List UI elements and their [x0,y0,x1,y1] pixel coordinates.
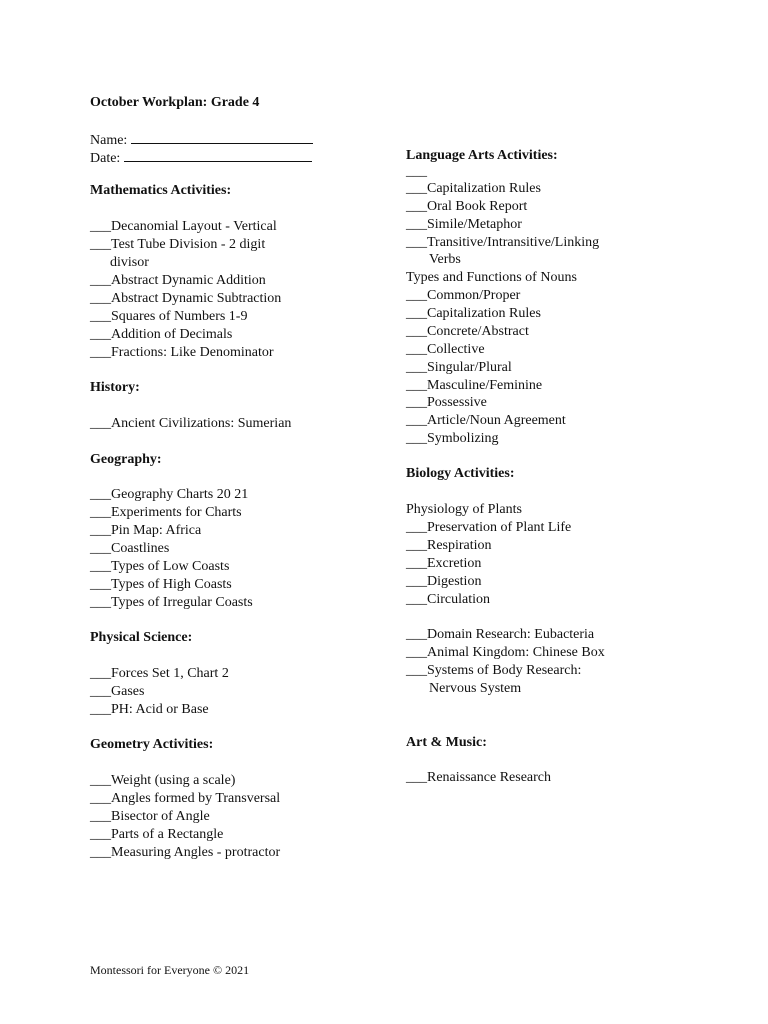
list-item [406,430,499,448]
list-item [406,644,605,662]
checkbox-blank[interactable]: ___ [90,345,111,360]
list-item [406,359,512,377]
list-item [90,683,144,701]
art-music-heading: Art & Music: [406,735,487,750]
list-item [406,323,529,341]
list-item [90,701,209,719]
checkbox-blank[interactable]: ___ [406,520,427,535]
list-item [90,558,229,576]
name-blank-line[interactable] [131,129,313,144]
list-item [406,377,542,395]
checkbox-blank[interactable]: ___ [406,592,427,607]
list-item [90,236,265,254]
checkbox-blank[interactable]: ___ [406,395,427,410]
checkbox-blank[interactable]: ___ [90,237,111,252]
item-label: Parts of a Rectangle [111,827,224,842]
list-item [406,341,485,359]
page-title: October Workplan: Grade 4 [90,95,260,110]
checkbox-blank[interactable]: ___ [90,487,111,502]
item-label: Circulation [427,592,490,607]
checkbox-blank[interactable]: ___ [406,288,427,303]
geometry-heading: Geometry Activities: [90,737,214,752]
language-arts-heading: Language Arts Activities: [406,148,558,163]
item-label: Addition of Decimals [111,327,233,342]
list-item [90,576,232,594]
physical-science-heading: Physical Science: [90,630,193,645]
checkbox-blank[interactable]: ___ [406,181,427,196]
math-heading: Mathematics Activities: [90,183,232,198]
item-label: Abstract Dynamic Subtraction [111,291,282,306]
item-label: Systems of Body Research: [427,663,582,678]
item-label: Geography Charts 20 21 [111,487,249,502]
list-item [90,415,291,433]
checkbox-blank[interactable]: ___ [406,538,427,553]
item-label: Squares of Numbers 1-9 [111,309,248,324]
item-label: Preservation of Plant Life [427,520,572,535]
checkbox-blank[interactable]: ___ [90,273,111,288]
checkbox-blank[interactable]: ___ [90,595,111,610]
item-continuation: divisor [110,255,149,270]
list-item [406,198,527,216]
list-item [90,594,253,612]
checkbox-blank[interactable]: ___ [90,309,111,324]
list-item [406,412,566,430]
list-item [406,662,581,680]
checkbox-blank[interactable]: ___ [406,199,427,214]
checkbox-blank[interactable]: ___ [90,291,111,306]
checkbox-blank[interactable]: ___ [406,235,427,250]
checkbox-blank[interactable]: ___ [90,505,111,520]
list-item [90,326,232,344]
checkbox-blank[interactable]: ___ [90,666,111,681]
checkbox-blank[interactable]: ___ [406,413,427,428]
list-item [90,504,242,522]
checkbox-blank[interactable]: ___ [406,342,427,357]
geography-heading: Geography: [90,452,162,467]
list-item [406,573,481,591]
list-item [90,344,274,362]
checkbox-blank[interactable]: ___ [90,559,111,574]
checkbox-blank[interactable]: ___ [406,360,427,375]
checkbox-blank[interactable]: ___ [406,574,427,589]
checkbox-blank[interactable]: ___ [90,523,111,538]
item-label: Decanomial Layout - Vertical [111,219,277,234]
list-item [406,180,541,198]
item-label: Fractions: Like Denominator [111,345,274,360]
item-label: Coastlines [111,541,170,556]
item-label: Bisector of Angle [111,809,210,824]
list-item [90,772,235,790]
list-item [90,486,248,504]
item-label: PH: Acid or Base [111,702,209,717]
list-item [406,519,571,537]
item-label: Domain Research: Eubacteria [427,627,595,642]
checkbox-blank[interactable]: ___ [90,809,111,824]
item-continuation: Verbs [429,252,461,267]
item-label: Common/Proper [427,288,521,303]
checkbox-blank[interactable]: ___ [406,217,427,232]
item-label: Measuring Angles - protractor [111,845,281,860]
list-item [406,305,541,323]
plants-subheading: Physiology of Plants [406,502,522,517]
checkbox-blank[interactable]: ___ [90,702,111,717]
item-label: Symbolizing [427,431,499,446]
list-item [90,826,223,844]
item-label: Ancient Civilizations: Sumerian [111,416,292,431]
item-label: Respiration [427,538,492,553]
list-item [406,555,481,573]
list-item [90,290,281,308]
list-item [90,218,277,236]
checkbox-blank[interactable]: ___ [90,327,111,342]
item-label: Animal Kingdom: Chinese Box [427,645,605,660]
list-item [90,844,280,862]
checkbox-blank[interactable]: ___ [90,773,111,788]
item-label: Types of High Coasts [111,577,232,592]
item-label: Collective [427,342,485,357]
list-item [406,216,522,234]
list-item [90,308,247,326]
history-heading: History: [90,380,140,395]
list-item [406,626,594,644]
checkbox-blank[interactable]: ___ [406,431,427,446]
list-item [90,790,280,808]
item-label: Renaissance Research [427,770,551,785]
item-label: Gases [111,684,145,699]
item-label: Article/Noun Agreement [427,413,566,428]
item-label: Excretion [427,556,482,571]
biology-heading: Biology Activities: [406,466,515,481]
checkbox-blank[interactable]: ___ [90,791,111,806]
checkbox-blank[interactable]: ___ [90,416,111,431]
item-label: Capitalization Rules [427,181,541,196]
item-label: Masculine/Feminine [427,378,543,393]
list-item [406,287,520,305]
checkbox-blank[interactable]: ___ [406,645,427,660]
list-item [406,769,551,787]
date-label: Date: [90,151,121,166]
item-label: Experiments for Charts [111,505,242,520]
item-label: Concrete/Abstract [427,324,529,339]
item-label: Transitive/Intransitive/Linking [427,235,600,250]
item-label: Types of Low Coasts [111,559,230,574]
checkbox-blank[interactable]: ___ [406,324,427,339]
copyright-footer: Montessori for Everyone © 2021 [90,963,250,977]
item-label: Weight (using a scale) [111,773,236,788]
checkbox-blank[interactable]: ___ [90,827,111,842]
checkbox-blank[interactable]: ___ [90,684,111,699]
checkbox-blank[interactable]: ___ [90,541,111,556]
item-label: Digestion [427,574,482,589]
checkbox-blank[interactable]: ___ [406,770,427,785]
item-label: Simile/Metaphor [427,217,522,232]
list-item [406,537,492,555]
item-label: Capitalization Rules [427,306,541,321]
checkbox-blank[interactable]: ___ [90,845,111,860]
list-item [90,272,266,290]
item-continuation: Nervous System [429,681,522,696]
item-label: Abstract Dynamic Addition [111,273,266,288]
checkbox-blank[interactable]: ___ [90,219,111,234]
list-item [406,234,599,252]
list-item [90,522,201,540]
name-label: Name: [90,133,128,148]
date-field-row [90,147,312,168]
date-blank-line[interactable] [124,147,312,162]
item-label: Oral Book Report [427,199,528,214]
checkbox-blank[interactable]: ___ [406,378,427,393]
item-label: Types of Irregular Coasts [111,595,253,610]
list-item [90,808,210,826]
checkbox-blank[interactable]: ___ [406,627,427,642]
nouns-subheading: Types and Functions of Nouns [406,270,577,285]
item-label: Pin Map: Africa [111,523,202,538]
checkbox-blank[interactable]: ___ [90,577,111,592]
list-item [406,394,487,412]
item-label: Possessive [427,395,487,410]
item-label: Test Tube Division - 2 digit [111,237,266,252]
checkbox-blank[interactable]: ___ [406,556,427,571]
item-label: Forces Set 1, Chart 2 [111,666,229,681]
list-item [406,591,490,609]
lone-blank[interactable]: ___ [406,164,427,179]
item-label: Angles formed by Transversal [111,791,281,806]
list-item [90,540,169,558]
item-label: Singular/Plural [427,360,512,375]
checkbox-blank[interactable]: ___ [406,306,427,321]
checkbox-blank[interactable]: ___ [406,663,427,678]
list-item [90,665,229,683]
